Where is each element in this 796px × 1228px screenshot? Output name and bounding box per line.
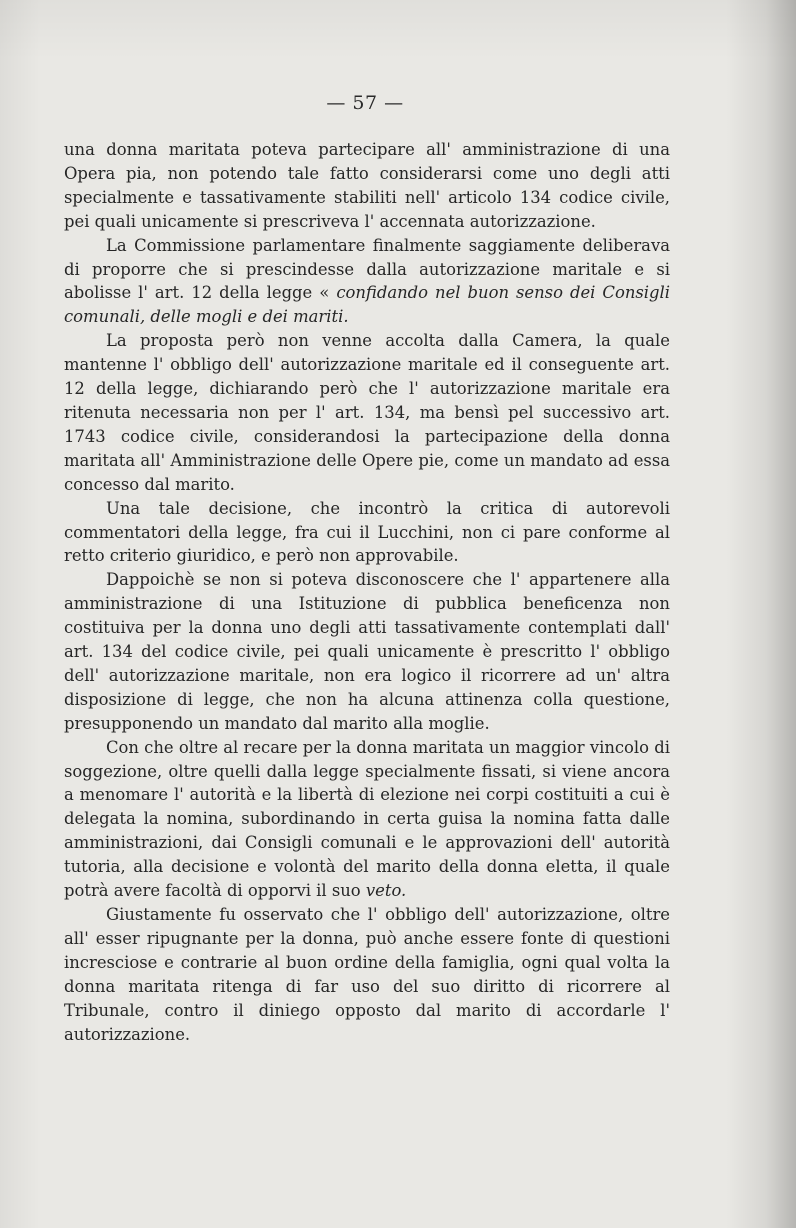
paragraph-6-veto: veto. — [365, 881, 407, 901]
paragraph-6 — [64, 736, 670, 903]
paragraph-3: La proposta però non venne accolta dalla Camera, la quale mantenne l' obbligo dell' autorizzazione maritale ed il conseguente art. 12 della legge, dichiarando però che l' autorizzazione maritale era ritenuta necessaria non per l' art. 134, ma bensì pel successivo art. 1743 codice civile, considerandosi la partecipazione della donna maritata all' Amministrazione delle Opere pie, come un mandato ad essa concesso dal marito. — [64, 331, 670, 494]
paragraph-4: Una tale decisione, che incontrò la critica di autorevoli commentatori della legge, fra cui il Lucchini, non ci pare conforme al retto criterio giuridico, e però non approvabile. — [64, 498, 670, 566]
page-number: — 57 — — [326, 92, 404, 114]
paragraph-2-text: La Commissione parlamentare finalmente saggiamente deliberava di proporre che si prescindesse dalla autorizzazione maritale e si abolisse l' art. 12 della legge « — [64, 235, 670, 303]
paragraph-5: Dappoichè se non si poteva disconoscere che l' appartenere alla amministrazione di una Istituzione di pubblica beneficenza non costituiva per la donna uno degli atti tassativamente contemplati dall' art. 134 del codice civile, pei quali unicamente è prescritto l' obbligo dell' autorizzazione maritale, non era logico il ricorrere ad un' altra disposizione di legge, che non ha alcuna attinenza colla questione, presupponendo un mandato dal marito alla moglie. — [64, 570, 670, 733]
paragraph-1: una donna maritata poteva partecipare all' amministrazione di una Opera pia, non potendo tale fatto considerarsi come uno degli atti specialmente e tassativamente stabiliti nell' articolo 134 codice civile, pei quali unicamente si prescriveva l' accennata autorizzazione. — [64, 140, 670, 231]
paragraph-2 — [64, 234, 670, 330]
paragraph-6-text: Con che oltre al recare per la donna maritata un maggior vincolo di soggezione, oltre quelli dalla legge specialmente fissati, si viene ancora a menomare l' autorità e la libertà di elezione nei corpi costituiti a cui è delegata la nomina, subordinando in certa guisa la nomina fatta dalle amministrazioni, dai Consigli comunali e le approvazioni dell' autorità tutoria, alla decisione e volontà del marito della donna eletta, il quale potrà avere facoltà di opporvi il suo — [64, 737, 670, 901]
paragraph-7: Giustamente fu osservato che l' obbligo dell' autorizzazione, oltre all' esser ripugnante per la donna, può anche essere fonte di questioni incresciose e contrarie al buon ordine della famiglia, ogni qual volta la donna maritata ritenga di far uso del suo diritto di ricorrere al Tribunale, contro il diniego opposto dal marito di accordarle l' autorizzazione. — [64, 905, 670, 1044]
paragraph-2-quote: confidando nel buon senso dei Consigli comunali, delle mogli e dei mariti. — [64, 283, 671, 327]
body-text — [64, 138, 670, 1046]
